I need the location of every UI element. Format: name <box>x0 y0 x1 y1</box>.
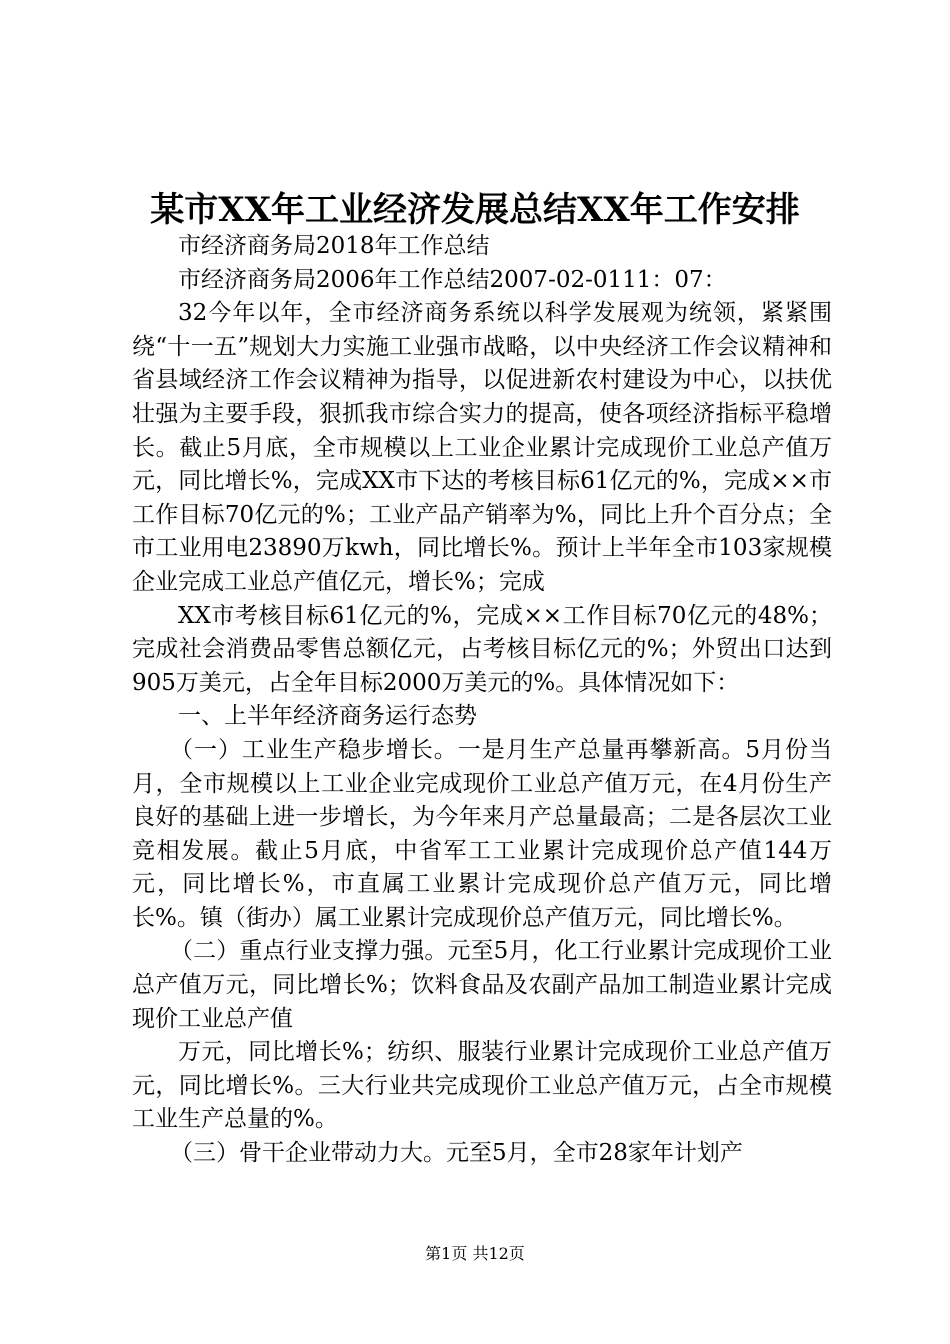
paragraph: 万元，同比增长%；纺织、服装行业累计完成现价工业总产值万元，同比增长%。三大行业共完成现价工业总产值万元，占全市规模工业生产总量的%。 <box>132 1039 832 1133</box>
page-footer: 第1页 共12页 <box>425 1244 525 1263</box>
paragraph: 市经济商务局2018年工作总结 <box>178 233 490 259</box>
paragraph: （一）工业生产稳步增长。一是月生产总量再攀新高。5月份当月，全市规模以上工业企业完成现价工业总产值万元，在4月份生产良好的基础上进一步增长，为今年来月产总量最高；二是各层次工业竞相发展。截止5月底，中省军工工业累计完成现价总产值144万元，同比增长%，市直属工业累计完成现价总产值万元，同比增长%。镇（街办）属工业累计完成现价总产值万元，同比增长%。 <box>132 736 832 931</box>
paragraph: （三）骨干企业带动力大。元至5月，全市28家年计划产 <box>170 1140 743 1167</box>
section-heading: 一、上半年经济商务运行态势 <box>178 703 477 730</box>
document-title: 某市XX年工业经济发展总结XX年工作安排 <box>150 190 800 230</box>
paragraph: （二）重点行业支撑力强。元至5月，化工行业累计完成现价工业总产值万元，同比增长%；饮料食品及农副产品加工制造业累计完成现价工业总产值 <box>132 938 832 1032</box>
paragraph: 32今年以年，全市经济商务系统以科学发展观为统领，紧紧围绕“十一五”规划大力实施工业强市战略，以中央经济工作会议精神和省县域经济工作会议精神为指导，以促进新农村建设为中心，以扶优壮强为主要手段，狠抓我市综合实力的提高，使各项经济指标平稳增长。截止5月底，全市规模以上工业企业累计完成现价工业总产值万元，同比增长%，完成XX市下达的考核目标61亿元的%，完成××市工作目标70亿元的%；工业产品产销率为%，同比上升个百分点；全市工业用电23890万kwh，同比增长%。预计上半年全市103家规模企业完成工业总产值亿元，增长%；完成 <box>132 300 832 595</box>
paragraph: 市经济商务局2006年工作总结2007-02-0111：07： <box>178 266 727 293</box>
paragraph: XX市考核目标61亿元的%，完成××工作目标70亿元的48%；完成社会消费品零售总额亿元，占考核目标亿元的%；外贸出口达到905万美元，占全年目标2000万美元的%。具体情况如下： <box>132 602 832 696</box>
document-body <box>132 230 832 1171</box>
